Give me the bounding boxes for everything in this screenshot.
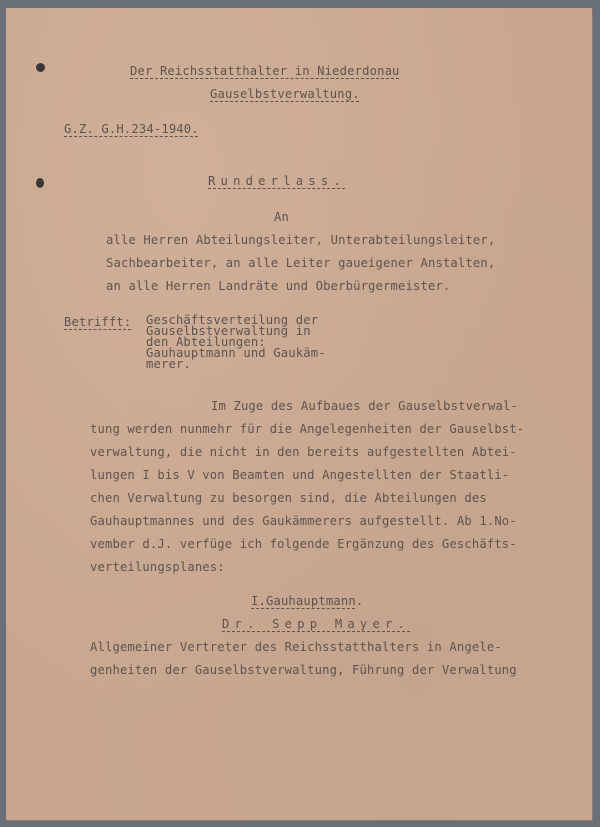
addressee-intro: An — [274, 210, 289, 224]
department-heading: Gauselbstverwaltung. — [210, 87, 360, 101]
authority-heading: Der Reichsstatthalter in Niederdonau — [130, 64, 400, 78]
addressee-line: alle Herren Abteilungsleiter, Unterabteilungsleiter, — [106, 233, 496, 247]
punch-hole-bottom — [36, 178, 44, 188]
subject-line: Gauhauptmann und Gaukäm- — [146, 346, 326, 360]
body-line: tung werden nunmehr für die Angelegenheiten der Gauselbst- — [90, 422, 525, 436]
document-title: Runderlass. — [208, 174, 346, 188]
section-person-name: Dr. Sepp Mayer. — [222, 617, 411, 631]
subject-line: merer. — [146, 357, 191, 371]
subject-line: Gauselbstverwaltung in — [146, 324, 311, 338]
section-heading-text: I.Gauhauptmann — [251, 594, 356, 608]
addressee-line: Sachbearbeiter, an alle Leiter gaueigener Anstalten, — [106, 256, 496, 270]
section-heading-period: . — [355, 594, 364, 608]
section-heading — [251, 594, 363, 608]
body-line: verwaltung, die nicht in den bereits aufgestellten Abtei- — [90, 445, 517, 459]
body-line: chen Verwaltung zu besorgen sind, die Abteilungen des — [90, 491, 487, 505]
subject-line: den Abteilungen: — [146, 335, 266, 349]
punch-hole-top — [36, 63, 45, 72]
reference-number: G.Z. G.H.234-1940. — [64, 122, 199, 136]
section-line: Allgemeiner Vertreter des Reichsstatthalters in Angele- — [90, 640, 502, 654]
subject-label: Betrifft: — [64, 315, 132, 329]
addressee-line: an alle Herren Landräte und Oberbürgermeister. — [106, 279, 451, 293]
body-line: verteilungsplanes: — [90, 560, 225, 574]
body-line: Gauhauptmannes und des Gaukämmerers aufgestellt. Ab 1.No- — [90, 514, 517, 528]
body-line: vember d.J. verfüge ich folgende Ergänzung des Geschäfts- — [90, 537, 517, 551]
body-line: Im Zuge des Aufbaues der Gauselbstverwal- — [211, 399, 518, 413]
body-line: lungen I bis V von Beamten und Angestellten der Staatli- — [90, 468, 510, 482]
subject-line: Geschäftsverteilung der — [146, 313, 319, 327]
section-line: genheiten der Gauselbstverwaltung, Führung der Verwaltung — [90, 663, 517, 677]
